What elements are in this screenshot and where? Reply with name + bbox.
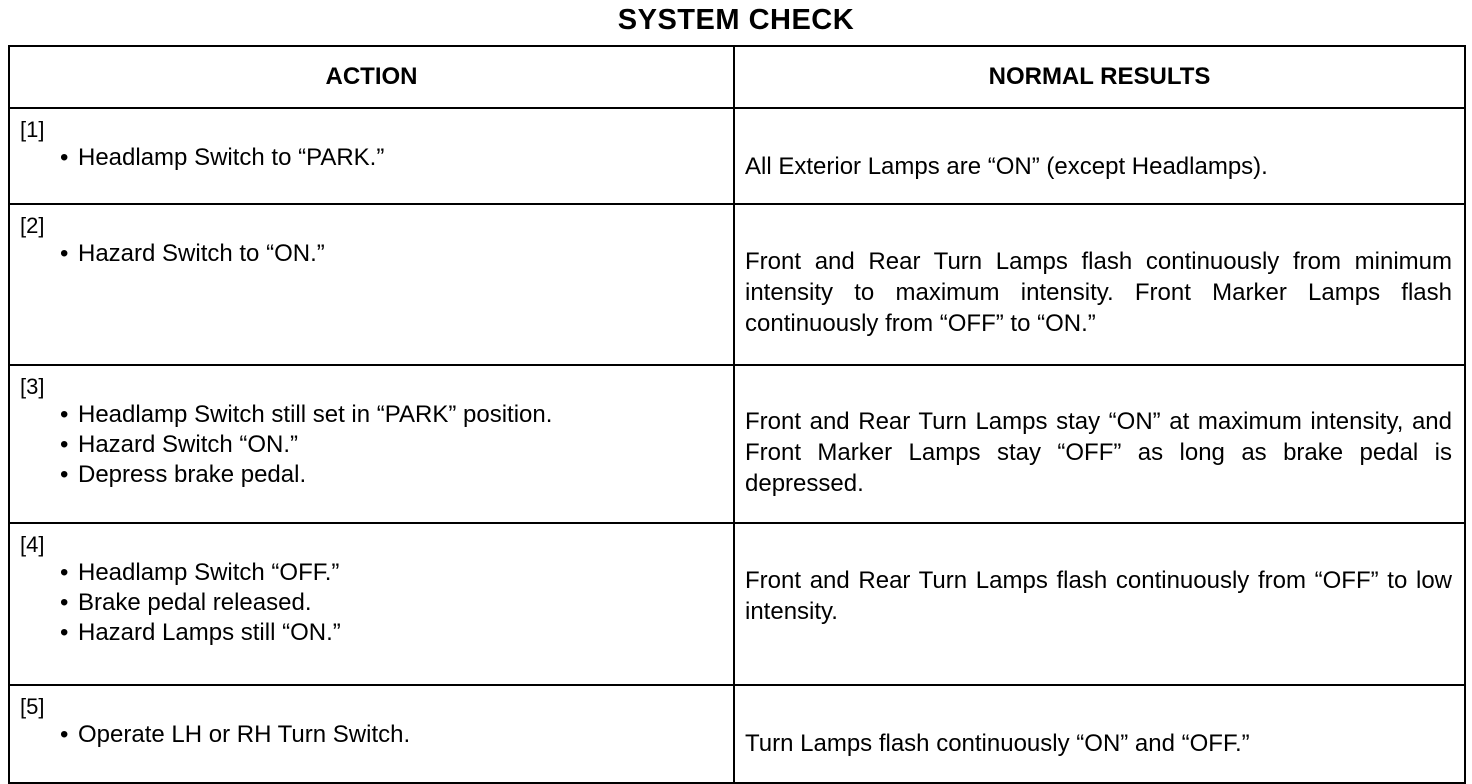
action-item: • Headlamp Switch still set in “PARK” position.	[60, 400, 723, 430]
result-cell	[734, 523, 1465, 685]
action-item: • Hazard Switch to “ON.”	[60, 239, 723, 269]
action-list	[20, 720, 723, 750]
step-number: [2]	[20, 213, 45, 238]
result-cell	[734, 365, 1465, 523]
action-item: • Operate LH or RH Turn Switch.	[60, 720, 723, 750]
page-title: SYSTEM CHECK	[617, 4, 855, 36]
result-text: Front and Rear Turn Lamps stay “ON” at maximum intensity, and Front Marker Lamps stay “OFF” as long as brake pedal is depressed.	[745, 408, 1452, 497]
action-cell	[9, 365, 734, 523]
table-row	[9, 685, 1465, 783]
result-cell	[734, 204, 1465, 365]
step-number: [1]	[20, 117, 45, 142]
table-row	[9, 523, 1465, 685]
result-text: Front and Rear Turn Lamps flash continuously from minimum intensity to maximum intensity. Front Marker Lamps flash continuously from “OFF” to “ON.”	[745, 248, 1452, 337]
action-list	[20, 143, 723, 173]
table-row	[9, 108, 1465, 204]
action-cell	[9, 108, 734, 204]
action-list	[20, 239, 723, 269]
action-cell	[9, 204, 734, 365]
normal-results-column-header: NORMAL RESULTS	[734, 46, 1465, 108]
action-column-header: ACTION	[9, 46, 734, 108]
table-row	[9, 204, 1465, 365]
system-check-table	[8, 45, 1466, 784]
action-list	[20, 558, 723, 648]
action-item: • Hazard Switch “ON.”	[60, 430, 723, 460]
header-row	[9, 46, 1465, 108]
result-text: Front and Rear Turn Lamps flash continuously from “OFF” to low intensity.	[745, 567, 1452, 625]
result-cell	[734, 108, 1465, 204]
action-cell	[9, 685, 734, 783]
result-text: All Exterior Lamps are “ON” (except Headlamps).	[745, 153, 1268, 180]
step-number: [5]	[20, 694, 45, 719]
action-item: • Brake pedal released.	[60, 588, 723, 618]
action-item: • Depress brake pedal.	[60, 460, 723, 490]
step-number: [4]	[20, 532, 45, 557]
action-cell	[9, 523, 734, 685]
action-list	[20, 400, 723, 490]
action-item: • Headlamp Switch to “PARK.”	[60, 143, 723, 173]
table-row	[9, 365, 1465, 523]
action-item: • Hazard Lamps still “ON.”	[60, 618, 723, 648]
result-cell	[734, 685, 1465, 783]
step-number: [3]	[20, 374, 45, 399]
result-text: Turn Lamps flash continuously “ON” and “OFF.”	[745, 730, 1250, 757]
action-item: • Headlamp Switch “OFF.”	[60, 558, 723, 588]
